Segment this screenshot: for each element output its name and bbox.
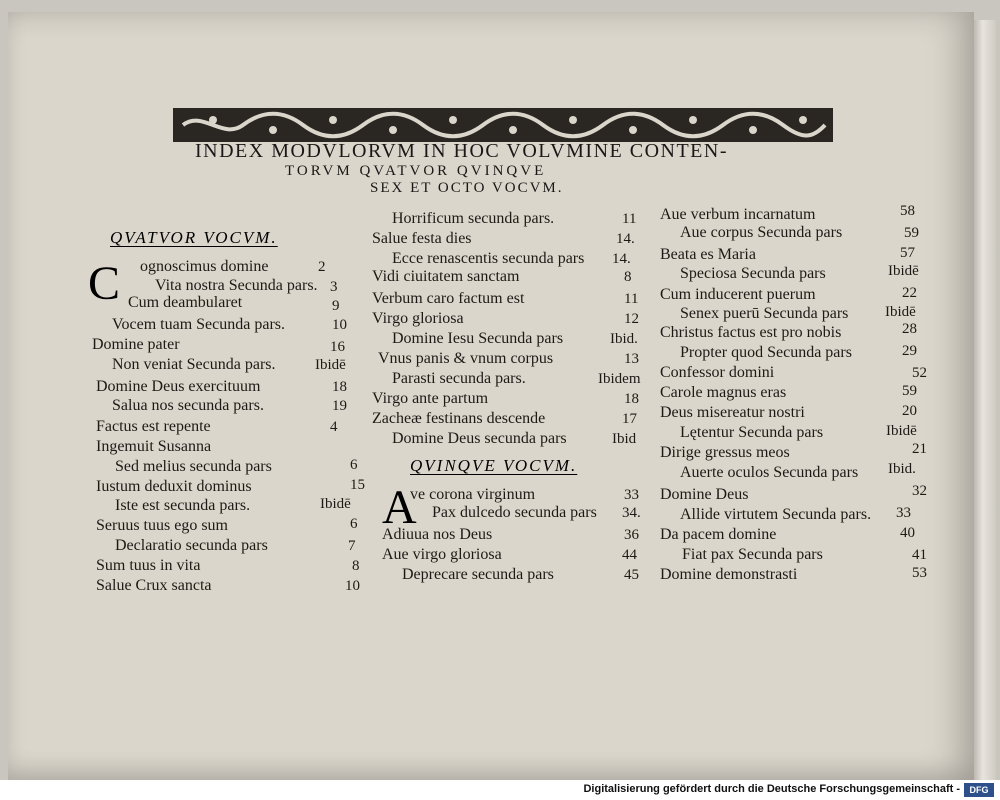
index-entry-title: Cum deambularet: [128, 294, 243, 311]
index-entry-page-number: Ibid: [612, 431, 637, 447]
index-entry-title: Auerte oculos Secunda pars: [680, 464, 859, 481]
index-entry-title: Salua nos secunda pars.: [112, 397, 264, 414]
index-entry-page-number: 6: [350, 516, 358, 532]
index-entry-title: Pax dulcedo secunda pars: [432, 504, 597, 521]
index-entry-title: Carole magnus eras: [660, 384, 787, 401]
index-entry-title: Sum tuus in vita: [96, 557, 201, 574]
index-entry-page-number: 17: [622, 411, 637, 427]
index-entry-page-number: 12: [624, 311, 639, 327]
index-entry-page-number: 33: [896, 505, 911, 521]
index-entry-title: Allide virtutem Secunda pars.: [680, 506, 872, 523]
index-entry-title: Salue Crux sancta: [96, 577, 212, 594]
index-entry-title: Parasti secunda pars.: [392, 370, 526, 387]
index-entry-page-number: 58: [900, 203, 915, 219]
index-entry-title: Vnus panis & vnum corpus: [378, 350, 554, 367]
index-entry-page-number: 59: [904, 225, 919, 241]
dfg-logo: DFG: [964, 783, 994, 797]
index-entry-title: Seruus tuus ego sum: [96, 517, 228, 534]
index-entry-title: Aue verbum incarnatum: [660, 206, 816, 223]
index-entry-page-number: 11: [622, 211, 637, 227]
index-entry-page-number: 11: [624, 291, 639, 307]
title-line-3: SEX ET OCTO VOCVM.: [370, 180, 564, 196]
index-entry-title: Virgo gloriosa: [372, 310, 464, 327]
index-entry-title: Adiuua nos Deus: [382, 526, 493, 543]
index-entry-page-number: 22: [902, 285, 917, 301]
index-entry-page-number: 19: [332, 398, 347, 414]
index-entry-title: Confessor domini: [660, 364, 775, 381]
index-entry-title: Domine Iesu Secunda pars: [392, 330, 564, 347]
index-entry-title: Domine Deus exercituum: [96, 378, 261, 395]
index-entry-title: Cum inducerent puerum: [660, 286, 816, 303]
index-entry-title: Iste est secunda pars.: [115, 497, 251, 514]
index-entry-page-number: Ibidem: [598, 371, 641, 387]
dropcap-c: C: [88, 257, 121, 310]
index-entry-title: Salue festa dies: [372, 230, 472, 247]
footer-bar: [0, 780, 1000, 800]
index-entry-page-number: 21: [912, 441, 927, 457]
index-entry-title: ognoscimus domine: [140, 258, 269, 275]
index-entry-title: Ingemuit Susanna: [96, 438, 212, 455]
index-entry-page-number: 41: [912, 547, 927, 563]
index-entry-title: Non veniat Secunda pars.: [112, 356, 276, 373]
index-entry-title: Lętentur Secunda pars: [680, 424, 824, 441]
index-entry-page-number: 8: [624, 269, 632, 285]
index-entry-page-number: 57: [900, 245, 915, 261]
index-entry-page-number: 29: [902, 343, 917, 359]
index-entry-title: Horrificum secunda pars.: [392, 210, 555, 227]
index-entry-page-number: 18: [332, 379, 347, 395]
index-entry-page-number: 32: [912, 483, 927, 499]
index-entry-title: Dirige gressus meos: [660, 444, 790, 461]
index-entry-page-number: 52: [912, 365, 927, 381]
index-entry-page-number: 2: [318, 259, 326, 275]
index-entry-title: Beata es Maria: [660, 246, 756, 263]
index-entry-page-number: Ibidē: [320, 496, 351, 512]
index-entry-title: Deprecare secunda pars: [402, 566, 554, 583]
index-entry-page-number: 40: [900, 525, 915, 541]
index-entry-title: Da pacem domine: [660, 526, 777, 543]
index-entry-page-number: 16: [330, 339, 345, 355]
index-entry-page-number: 9: [332, 298, 340, 314]
index-entry-page-number: 10: [345, 578, 360, 594]
index-entry-page-number: 6: [350, 457, 358, 473]
index-entry-page-number: 45: [624, 567, 639, 583]
index-entry-title: Vocem tuam Secunda pars.: [112, 316, 285, 333]
index-entry-title: Virgo ante partum: [372, 390, 489, 407]
index-entry-page-number: 36: [624, 527, 639, 543]
index-entry-title: Domine Deus secunda pars: [392, 430, 567, 447]
index-entry-title: Iustum deduxit dominus: [96, 478, 252, 495]
index-entry-page-number: 8: [352, 558, 360, 574]
index-entry-page-number: 10: [332, 317, 347, 333]
index-entry-title: Aue virgo gloriosa: [382, 546, 502, 563]
index-entry-page-number: Ibidē: [886, 423, 917, 439]
index-entry-page-number: Ibidē: [888, 263, 919, 279]
index-entry-title: ve corona virginum: [410, 486, 536, 503]
index-entry-title: Speciosa Secunda pars: [680, 265, 826, 282]
index-entry-page-number: Ibidē: [315, 357, 346, 373]
index-entry-page-number: Ibidē: [885, 304, 916, 320]
index-entry-page-number: 34.: [622, 505, 641, 521]
page-edge: [974, 20, 996, 780]
index-entry-title: Domine pater: [92, 336, 180, 353]
index-entry-title: Domine demonstrasti: [660, 566, 798, 583]
document-page: [8, 12, 974, 780]
section-heading-quinque: QVINQVE VOCVM.: [410, 456, 578, 475]
index-entry-page-number: 53: [912, 565, 927, 581]
index-entry-title: Senex puerū Secunda pars: [680, 305, 849, 322]
index-entry-title: Verbum caro factum est: [372, 290, 525, 307]
index-entry-page-number: Ibid.: [888, 461, 916, 477]
index-entry-title: Factus est repente: [96, 418, 211, 435]
index-title: [195, 140, 815, 197]
title-line-1: INDEX MODVLORVM IN HOC VOLVMINE CONTEN-: [195, 140, 728, 162]
index-entry-page-number: 14.: [612, 251, 631, 267]
index-entry-title: Declaratio secunda pars: [115, 537, 268, 554]
title-line-2: TORVM QVATVOR QVINQVE: [285, 163, 547, 179]
index-entry-page-number: 44: [622, 547, 637, 563]
index-entry-title: Vita nostra Secunda pars.: [155, 277, 318, 294]
index-entry-page-number: 13: [624, 351, 639, 367]
index-entry-page-number: 59: [902, 383, 917, 399]
index-entry-page-number: 33: [624, 487, 639, 503]
index-entry-title: Aue corpus Secunda pars: [680, 224, 843, 241]
index-entry-page-number: 20: [902, 403, 917, 419]
index-entry-title: Deus misereatur nostri: [660, 404, 805, 421]
index-entry-page-number: 18: [624, 391, 639, 407]
index-entry-page-number: Ibid.: [610, 331, 638, 347]
index-entry-title: Christus factus est pro nobis: [660, 324, 842, 341]
index-entry-page-number: 14.: [616, 231, 635, 247]
index-entry-title: Domine Deus: [660, 486, 749, 503]
index-entry-title: Ecce renascentis secunda pars: [392, 250, 585, 267]
index-entry-page-number: 15: [350, 477, 365, 493]
index-entry-title: Propter quod Secunda pars: [680, 344, 852, 361]
index-entry-title: Sed melius secunda pars: [115, 458, 272, 475]
index-entry-title: Zacheæ festinans descende: [372, 410, 546, 427]
dropcap-a: A: [382, 481, 417, 534]
section-heading-quatuor: QVATVOR VOCVM.: [110, 228, 278, 247]
index-entry-title: Vidi ciuitatem sanctam: [372, 268, 520, 285]
footer-text: Digitalisierung gefördert durch die Deutsche Forschungsgemeinschaft -: [583, 783, 960, 795]
index-entry-page-number: 4: [330, 419, 338, 435]
index-entry-page-number: 7: [348, 538, 356, 554]
index-entry-page-number: 3: [330, 279, 338, 295]
index-entry-page-number: 28: [902, 321, 917, 337]
index-entry-title: Fiat pax Secunda pars: [682, 546, 823, 563]
